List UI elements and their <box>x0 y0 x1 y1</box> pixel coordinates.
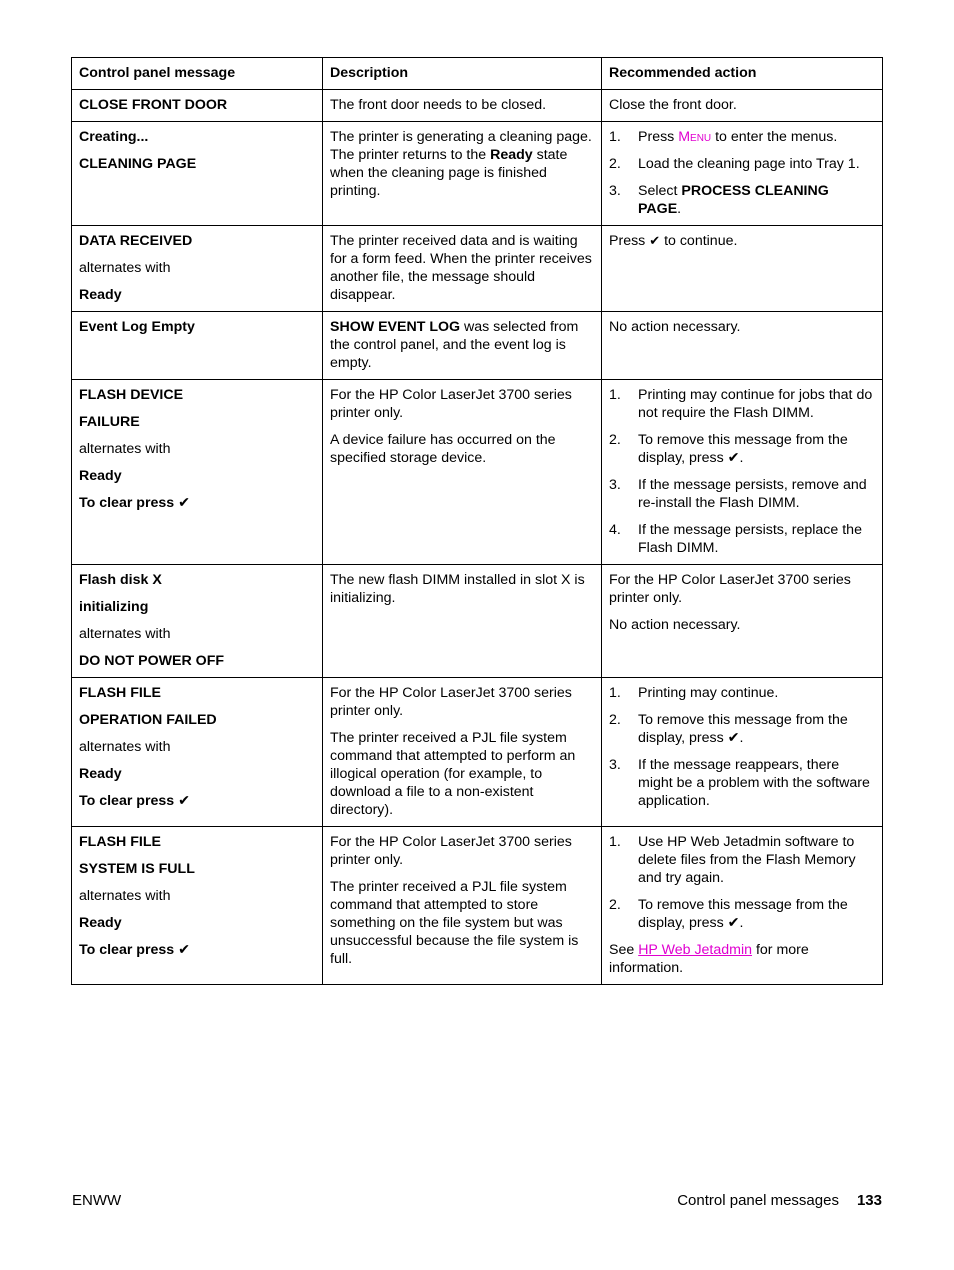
step-text: If the message persists, replace the Flash DIMM. <box>638 522 862 556</box>
action-cell <box>602 226 883 312</box>
footer-page-info <box>677 1192 882 1210</box>
step-number: 1. <box>609 129 621 145</box>
message-line: To clear press ✔ <box>79 495 190 511</box>
action-segment: to continue. <box>660 233 738 249</box>
action-step <box>609 128 875 146</box>
action-step <box>609 711 875 747</box>
step-text: If the message persists, remove and re-install the Flash DIMM. <box>638 477 867 511</box>
message-line: Ready <box>79 766 122 782</box>
message-line: FAILURE <box>79 414 140 430</box>
action-text: No action necessary. <box>609 319 741 335</box>
message-cell <box>72 827 323 985</box>
description-text: For the HP Color LaserJet 3700 series printer only. <box>330 387 572 421</box>
step-number: 1. <box>609 387 621 403</box>
description-segment: The printer is generating a cleaning page. The printer returns to the <box>330 129 592 163</box>
step-text: If the message reappears, there might be a problem with the software application. <box>638 757 870 809</box>
message-line: initializing <box>79 599 149 615</box>
message-cell <box>72 312 323 380</box>
action-step <box>609 155 875 173</box>
action-cell <box>602 678 883 827</box>
description-cell <box>323 312 602 380</box>
action-text <box>609 232 875 250</box>
step-text: to enter the menus. <box>711 129 838 145</box>
column-header-message: Control panel message <box>72 58 323 90</box>
step-text: Load the cleaning page into Tray 1. <box>638 156 860 172</box>
action-steps <box>609 684 875 810</box>
action-cell <box>602 312 883 380</box>
checkmark-icon: ✔ <box>649 233 661 248</box>
message-line: alternates with <box>79 626 171 642</box>
ready-state-label: Ready <box>490 147 533 163</box>
step-text: Press <box>638 129 679 145</box>
message-line: FLASH DEVICE <box>79 387 184 403</box>
message-line: DO NOT POWER OFF <box>79 653 225 669</box>
message-line: CLEANING PAGE <box>79 156 197 172</box>
table-row <box>72 312 883 380</box>
table-row <box>72 122 883 226</box>
description-cell <box>323 565 602 678</box>
action-text: For the HP Color LaserJet 3700 series printer only. <box>609 572 851 606</box>
message-line: CLOSE FRONT DOOR <box>79 97 228 113</box>
message-line: alternates with <box>79 888 171 904</box>
description-segment: was selected from the control panel, and the event log is empty. <box>330 319 579 371</box>
action-cell <box>602 827 883 985</box>
description-cell <box>323 122 602 226</box>
description-text: The printer received a PJL file system command that attempted to perform an illogical operation (for example, to download a file to a non-existent directory). <box>330 730 576 818</box>
message-line: FLASH FILE <box>79 685 161 701</box>
step-text: To remove this message from the display, press ✔. <box>638 432 848 466</box>
table-row <box>72 565 883 678</box>
message-cell <box>72 380 323 565</box>
step-number: 2. <box>609 897 621 913</box>
description-cell <box>323 827 602 985</box>
message-cell <box>72 122 323 226</box>
step-number: 1. <box>609 685 621 701</box>
description-text: The printer received data and is waiting for a form feed. When the printer receives another file, the message should disappear. <box>330 233 592 303</box>
message-line: Ready <box>79 468 122 484</box>
footer-doc-code: ENWW <box>72 1192 122 1209</box>
description-cell <box>323 380 602 565</box>
message-line: Flash disk X <box>79 572 162 588</box>
table-header-row <box>72 58 883 90</box>
action-step <box>609 684 875 702</box>
table-row <box>72 827 883 985</box>
action-cell <box>602 122 883 226</box>
table-row <box>72 90 883 122</box>
action-step <box>609 896 875 932</box>
action-text: Close the front door. <box>609 97 737 113</box>
step-text: To remove this message from the display, press ✔. <box>638 712 848 746</box>
message-cell <box>72 565 323 678</box>
step-number: 3. <box>609 757 621 773</box>
action-step <box>609 386 875 422</box>
message-line: alternates with <box>79 441 171 457</box>
step-text: Printing may continue. <box>638 685 779 701</box>
step-text: . <box>677 201 682 217</box>
message-line: Event Log Empty <box>79 319 195 335</box>
description-text: For the HP Color LaserJet 3700 series printer only. <box>330 685 572 719</box>
message-cell <box>72 678 323 827</box>
action-segment: for more information. <box>609 942 809 976</box>
description-text: The front door needs to be closed. <box>330 97 547 113</box>
action-steps <box>609 386 875 557</box>
description-text <box>330 128 594 200</box>
message-line: Creating... <box>79 129 149 145</box>
message-line: OPERATION FAILED <box>79 712 217 728</box>
action-step <box>609 756 875 810</box>
message-line: Ready <box>79 287 122 303</box>
control-panel-messages-table <box>71 57 883 985</box>
footer-section-title: Control panel messages <box>677 1192 839 1209</box>
action-cell <box>602 565 883 678</box>
description-text: The printer received a PJL file system command that attempted to store something on the file system but was unsuccessful because the file system is full. <box>330 879 579 967</box>
action-step <box>609 833 875 887</box>
action-segment: Press <box>609 233 650 249</box>
action-text: No action necessary. <box>609 617 741 633</box>
step-number: 3. <box>609 477 621 493</box>
step-number: 2. <box>609 156 621 172</box>
step-text: Select <box>638 183 682 199</box>
action-step <box>609 521 875 557</box>
step-text: Printing may continue for jobs that do not require the Flash DIMM. <box>638 387 873 421</box>
step-number: 2. <box>609 432 621 448</box>
menu-item-label: SHOW EVENT LOG <box>330 319 461 335</box>
action-step <box>609 431 875 467</box>
message-cell <box>72 90 323 122</box>
action-segment: See <box>609 942 639 958</box>
step-number: 2. <box>609 712 621 728</box>
menu-item-label: PROCESS CLEANING PAGE <box>638 183 829 217</box>
message-cell <box>72 226 323 312</box>
action-text <box>609 941 875 977</box>
description-text: The new flash DIMM installed in slot X is initializing. <box>330 572 585 606</box>
step-text: To remove this message from the display, press ✔. <box>638 897 848 931</box>
hp-web-jetadmin-link[interactable]: HP Web Jetadmin <box>638 942 753 958</box>
action-cell <box>602 380 883 565</box>
table-row <box>72 678 883 827</box>
description-cell <box>323 90 602 122</box>
message-line: alternates with <box>79 260 171 276</box>
action-step <box>609 476 875 512</box>
table-row <box>72 226 883 312</box>
message-line: DATA RECEIVED <box>79 233 193 249</box>
message-line: FLASH FILE <box>79 834 161 850</box>
message-line: SYSTEM IS FULL <box>79 861 195 877</box>
step-number: 1. <box>609 834 621 850</box>
table-row <box>72 380 883 565</box>
page-number: 133 <box>856 1192 882 1209</box>
step-text: Use HP Web Jetadmin software to delete files from the Flash Memory and try again. <box>638 834 856 886</box>
description-cell <box>323 226 602 312</box>
step-number: 4. <box>609 522 621 538</box>
message-line: To clear press ✔ <box>79 793 190 809</box>
message-line: alternates with <box>79 739 171 755</box>
description-text: For the HP Color LaserJet 3700 series printer only. <box>330 834 572 868</box>
column-header-action: Recommended action <box>602 58 883 90</box>
column-header-description: Description <box>323 58 602 90</box>
step-number: 3. <box>609 183 621 199</box>
menu-key-label: Menu <box>678 129 712 145</box>
description-segment: state when the cleaning page is finished printing. <box>330 147 568 199</box>
action-steps <box>609 128 875 218</box>
description-text <box>330 318 594 372</box>
description-text: A device failure has occurred on the specified storage device. <box>330 432 556 466</box>
description-cell <box>323 678 602 827</box>
action-steps <box>609 833 875 932</box>
action-step <box>609 182 875 218</box>
message-line: To clear press ✔ <box>79 942 190 958</box>
message-line: Ready <box>79 915 122 931</box>
action-cell <box>602 90 883 122</box>
